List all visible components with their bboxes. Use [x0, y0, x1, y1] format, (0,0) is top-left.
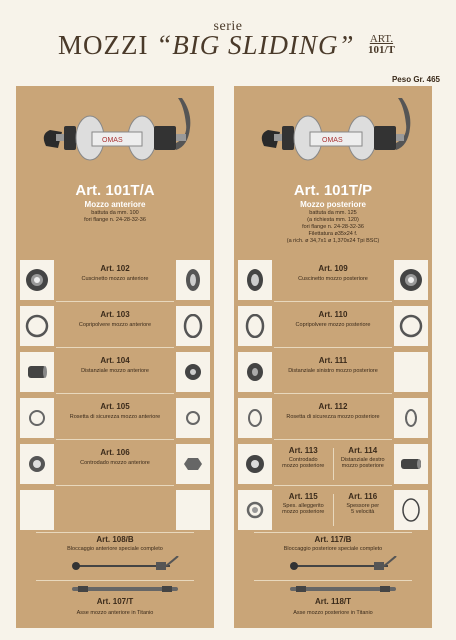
front-desc-line: battuta da mm. 100	[91, 210, 139, 216]
part-row	[234, 258, 432, 302]
bearing-side-image	[176, 260, 210, 300]
part-code: Art. 115	[288, 492, 318, 501]
front-hub-panel	[16, 86, 214, 628]
rear-lock-name: Bloccaggio posteriore speciale completo	[283, 546, 383, 552]
front-axle-image	[70, 583, 180, 595]
part-name: Distanziale sinistro mozzo posteriore	[288, 368, 378, 374]
bearing-side-image	[394, 260, 428, 300]
front-lock-image	[70, 556, 180, 576]
dust-cover-image	[20, 306, 54, 346]
part-name: Cuscinetto mozzo posteriore	[298, 276, 368, 282]
thin-spacer-image	[394, 490, 428, 530]
right-spacer-image	[394, 444, 428, 484]
article-number: 101/T	[368, 44, 395, 56]
rear-desc-line: Filettatura ø35x24 f.	[308, 231, 358, 237]
article-code	[368, 34, 395, 56]
part-name: mozzo posteriore	[341, 463, 384, 469]
title-italic: “BIG SLIDING”	[156, 30, 355, 60]
front-desc-line: fori flange n. 24-28-32-36	[84, 217, 146, 223]
rear-hub-brand: OMAS	[322, 137, 343, 144]
front-axle-name: Asse mozzo anteriore in Titanio	[76, 610, 154, 616]
part-row	[16, 350, 214, 394]
page-title	[58, 30, 355, 61]
rear-axle-image	[288, 583, 398, 595]
part-code: Art. 103	[100, 310, 130, 319]
spacer-side-empty	[394, 352, 428, 392]
part-name: Distanziale mozzo anteriore	[81, 368, 149, 374]
front-axle-code: Art. 107/T	[96, 597, 134, 606]
front-hub-brand: OMAS	[102, 137, 123, 144]
part-name: Controdado	[288, 457, 318, 463]
bearing-image	[20, 260, 54, 300]
spacer-image	[20, 352, 54, 392]
spacer-washer-image	[238, 490, 272, 530]
rear-desc-line: (a richiesta mm. 120)	[307, 217, 359, 223]
part-code: Art. 116	[348, 492, 378, 501]
part-row-split	[234, 442, 432, 486]
part-code: Art. 112	[318, 402, 348, 411]
rear-lock-image	[288, 556, 398, 576]
rear-desc-line: battuta da mm. 125	[309, 210, 357, 216]
title-prefix: MOZZI	[58, 30, 149, 60]
locknut-image	[238, 444, 272, 484]
rear-hub-image	[254, 94, 414, 174]
washer-image	[238, 398, 272, 438]
part-name: 5 velocità	[351, 509, 375, 515]
part-code: Art. 114	[348, 446, 378, 455]
part-name: Rosetta di sicurezza mozzo anteriore	[69, 414, 161, 420]
part-name: Spes. alleggerito	[282, 503, 324, 509]
washer-image	[20, 398, 54, 438]
dust-cover-side-image	[176, 306, 210, 346]
part-row	[16, 442, 214, 486]
part-code: Art. 110	[318, 310, 348, 319]
washer-side-image	[176, 398, 210, 438]
rear-desc-line: fori flange n. 24-28-32-36	[302, 224, 364, 230]
part-name: Copripolvere mozzo posteriore	[295, 322, 371, 328]
part-code: Art. 109	[318, 264, 348, 273]
front-hub-subtitle: Mozzo anteriore	[84, 200, 146, 209]
part-row	[16, 258, 214, 302]
part-row	[234, 304, 432, 348]
rear-hub-panel	[234, 86, 432, 628]
rear-hub-subtitle: Mozzo posteriore	[300, 200, 366, 209]
part-name: Controdado mozzo anteriore	[80, 460, 150, 466]
rear-axle-code: Art. 118/T	[314, 597, 351, 606]
part-name: mozzo posteriore	[282, 509, 325, 515]
locknut-image	[20, 444, 54, 484]
part-name: mozzo posteriore	[282, 463, 325, 469]
spacer-image	[238, 352, 272, 392]
dust-cover-side-image	[394, 306, 428, 346]
front-lock-code: Art. 108/B	[96, 535, 134, 544]
front-hub-title: Art. 101T/A	[75, 182, 155, 199]
rear-axle-name: Asse mozzo posteriore in Titanio	[293, 610, 373, 616]
locknut-side-image	[176, 444, 210, 484]
part-row-split	[234, 488, 432, 532]
part-row	[234, 350, 432, 394]
part-code: Art. 104	[100, 356, 130, 365]
part-name: Rosetta di sicurezza mozzo posteriore	[286, 414, 380, 420]
article-label: ART.	[369, 33, 394, 45]
rear-desc-line: (a rich. ø 34,7x1 ø 1,370x24 Tpi BSC)	[286, 238, 380, 244]
part-code: Art. 113	[288, 446, 318, 455]
part-name: Copripolvere mozzo anteriore	[78, 322, 152, 328]
empty-row	[16, 488, 214, 532]
front-hub-desc	[16, 210, 214, 224]
part-row	[234, 396, 432, 440]
part-row	[16, 304, 214, 348]
rear-hub-desc	[234, 210, 432, 245]
part-code: Art. 105	[100, 402, 130, 411]
part-name: Cuscinetto mozzo anteriore	[81, 276, 149, 282]
part-code: Art. 106	[100, 448, 130, 457]
washer-side-image	[394, 398, 428, 438]
rear-lock-code: Art. 117/B	[314, 535, 352, 544]
front-lock-name: Bloccaggio anteriore speciale completo	[67, 546, 163, 552]
part-name: Spessore per	[346, 503, 380, 509]
part-code: Art. 111	[318, 356, 348, 365]
series-label: serie	[213, 19, 243, 34]
front-hub-image	[36, 94, 196, 174]
rear-hub-title: Art. 101T/P	[293, 182, 373, 199]
bearing-image	[238, 260, 272, 300]
weight-label: Peso Gr. 465	[391, 75, 440, 84]
dust-cover-image	[238, 306, 272, 346]
spacer-side-image	[176, 352, 210, 392]
part-row	[16, 396, 214, 440]
part-name: Distanziale destro	[340, 457, 385, 463]
part-code: Art. 102	[100, 264, 130, 273]
